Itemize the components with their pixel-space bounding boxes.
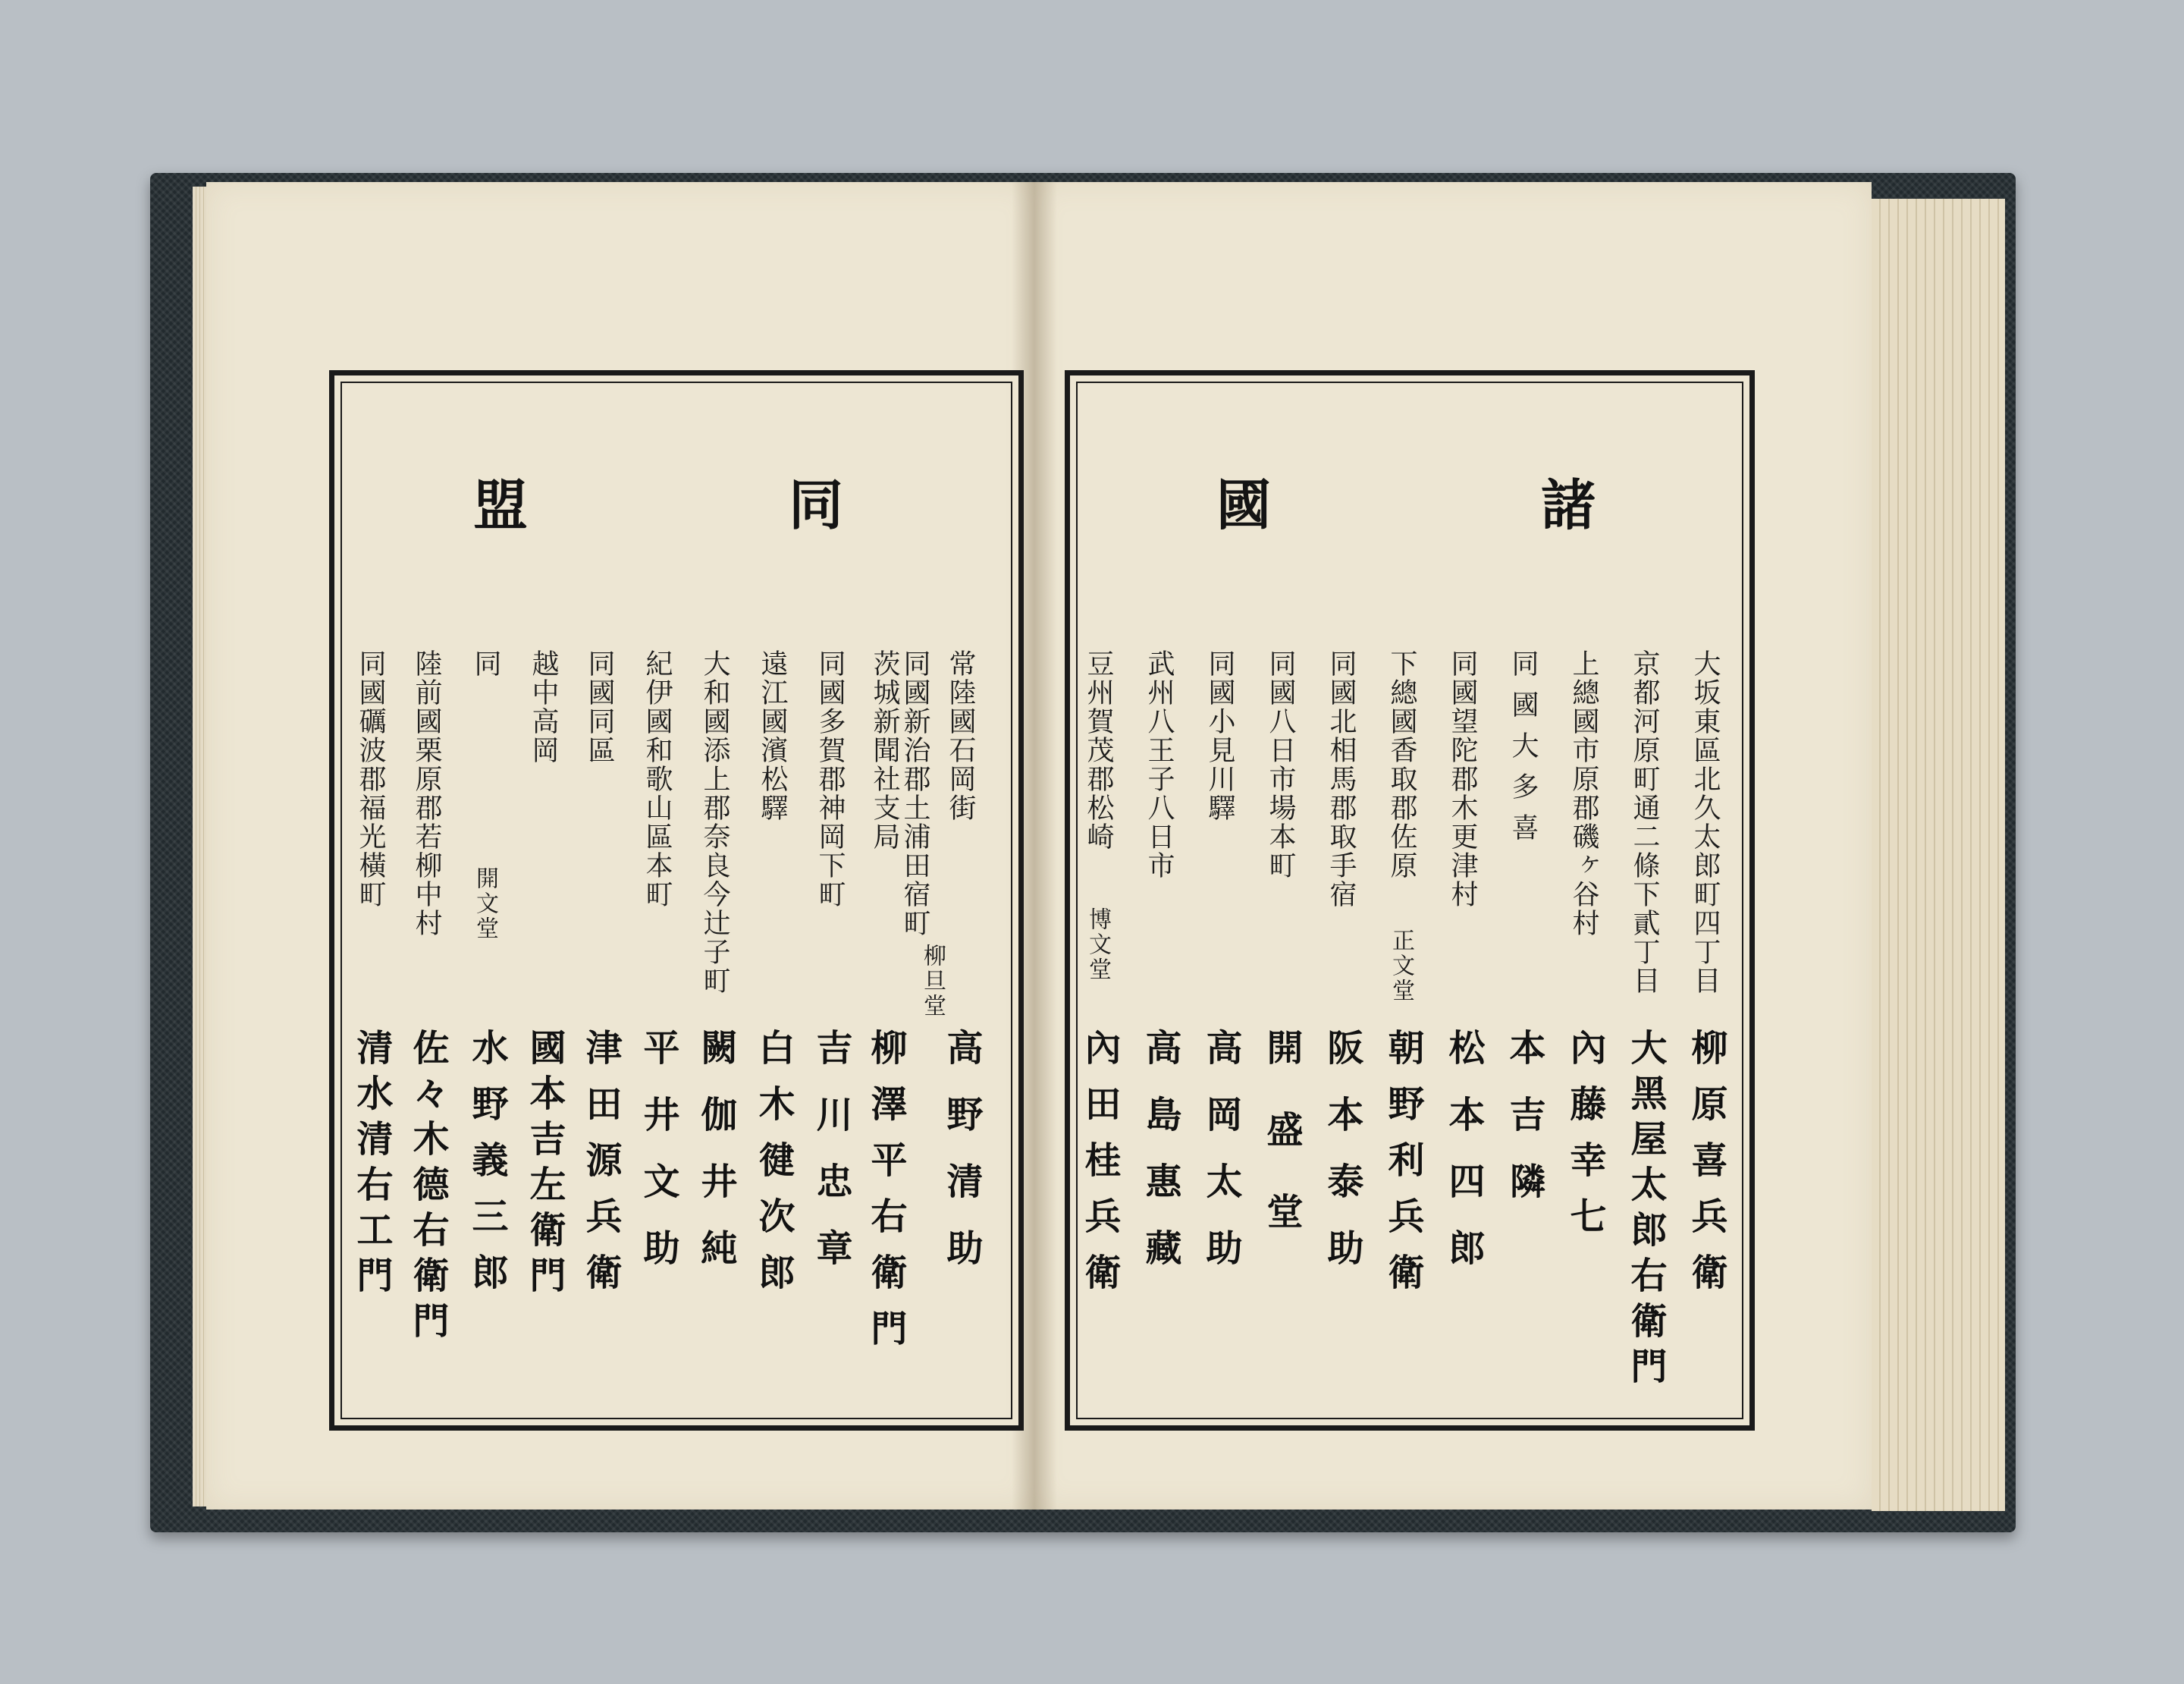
left-entry-12 xyxy=(350,649,396,1378)
entry-name: 高岡太助 xyxy=(1200,1029,1242,1296)
entry-address: 豆州賀茂郡松崎 xyxy=(1083,649,1114,851)
entry-shop: 柳旦堂 xyxy=(919,944,946,1019)
entry-name: 清水清右工門 xyxy=(350,1029,393,1302)
entry-name: 水野義三郎 xyxy=(466,1029,508,1309)
right-heading-char-1: 諸 xyxy=(1541,473,1596,537)
entry-name: 內田桂兵衛 xyxy=(1078,1029,1121,1309)
entry-address: 常陸國石岡街 xyxy=(945,649,976,822)
right-entry-7 xyxy=(1321,649,1367,1378)
right-entry-2 xyxy=(1624,649,1670,1393)
entry-name: 開盛堂 xyxy=(1260,1029,1303,1274)
entry-address: 同國八日市場本町 xyxy=(1265,649,1296,880)
left-page-edges xyxy=(193,187,206,1506)
entry-address: 遠江國濱松驛 xyxy=(757,649,788,822)
entry-name: 吉川忠章 xyxy=(810,1029,852,1296)
entry-name: 佐々木德右衛門 xyxy=(406,1029,449,1347)
entry-address: 上總國市原郡磯ヶ谷村 xyxy=(1568,649,1599,938)
entry-address: 茨城新聞社支局 xyxy=(869,649,900,851)
entry-name: 本吉隣 xyxy=(1503,1029,1545,1229)
entry-name: 津田源兵衛 xyxy=(579,1029,622,1309)
left-entry-8 xyxy=(579,649,625,1378)
right-page-edges xyxy=(1872,199,2005,1511)
entry-shop: 正文堂 xyxy=(1388,928,1414,1004)
entry-address: 同國北相馬郡取手宿 xyxy=(1326,649,1357,909)
entry-address: 同國新治郡土浦田宿町 xyxy=(899,649,930,938)
entry-name: 高島惠藏 xyxy=(1139,1029,1181,1296)
right-entry-6 xyxy=(1382,649,1427,1378)
right-entry-1 xyxy=(1685,649,1731,1378)
entry-address: 同國礪波郡福光橫町 xyxy=(355,649,386,909)
entry-address: 同國小見川驛 xyxy=(1204,649,1235,822)
left-entry-7 xyxy=(637,649,682,1378)
entry-address: 武州八王子八日市 xyxy=(1144,649,1175,880)
entry-address: 越中高岡 xyxy=(528,649,559,765)
left-entry-6 xyxy=(695,649,740,1378)
right-entry-3 xyxy=(1564,649,1609,1378)
entry-address: 下總國香取郡佐原 xyxy=(1386,649,1417,880)
entry-name: 朝野利兵衛 xyxy=(1382,1029,1424,1309)
left-heading-char-1: 同 xyxy=(789,473,844,537)
entry-shop: 開文堂 xyxy=(472,866,498,941)
entry-address: 大和國添上郡奈良今辻子町 xyxy=(699,649,730,995)
entry-address: 同國大多喜 xyxy=(1508,649,1539,854)
entry-address: 京都河原町通二條下貳丁目 xyxy=(1629,649,1660,995)
entry-name: 阪本泰助 xyxy=(1321,1029,1363,1296)
right-entry-4 xyxy=(1503,649,1549,1378)
left-entry-1 xyxy=(940,649,986,1378)
entry-name: 闕伽井純 xyxy=(695,1029,737,1296)
entry-address: 紀伊國和歌山區本町 xyxy=(642,649,673,909)
left-heading-char-2: 盟 xyxy=(473,473,529,537)
entry-name: 柳澤平右衛門 xyxy=(864,1029,907,1365)
entry-address: 同 xyxy=(470,649,501,678)
left-entry-5 xyxy=(752,649,798,1378)
entry-address: 同國同區 xyxy=(584,649,615,765)
right-entry-11 xyxy=(1078,649,1124,1378)
entry-name: 柳原喜兵衛 xyxy=(1685,1029,1727,1309)
left-entry-10 xyxy=(466,649,511,1378)
right-heading-char-2: 國 xyxy=(1216,473,1272,537)
entry-name: 高野清助 xyxy=(940,1029,983,1296)
right-entry-10 xyxy=(1139,649,1185,1378)
entry-shop: 博文堂 xyxy=(1084,907,1111,982)
entry-name: 內藤幸七 xyxy=(1564,1029,1606,1253)
entry-address: 同國望陀郡木更津村 xyxy=(1447,649,1478,909)
right-entry-8 xyxy=(1260,649,1306,1378)
left-entry-9 xyxy=(523,649,569,1378)
left-entry-11 xyxy=(406,649,452,1378)
left-entry-4 xyxy=(810,649,855,1378)
right-entry-9 xyxy=(1200,649,1245,1378)
entry-name: 國本吉左衛門 xyxy=(523,1029,566,1302)
entry-address: 大坂東區北久太郎町四丁目 xyxy=(1690,649,1721,995)
entry-name: 白木徤次郎 xyxy=(752,1029,795,1309)
entry-address: 陸前國栗原郡若柳中村 xyxy=(411,649,442,938)
entry-name: 平井文助 xyxy=(637,1029,679,1296)
entry-name: 大黑屋太郎右衛門 xyxy=(1624,1029,1667,1393)
entry-name: 松本四郎 xyxy=(1442,1029,1485,1296)
entry-address: 同國多賀郡神岡下町 xyxy=(814,649,846,909)
right-entry-5 xyxy=(1442,649,1488,1378)
